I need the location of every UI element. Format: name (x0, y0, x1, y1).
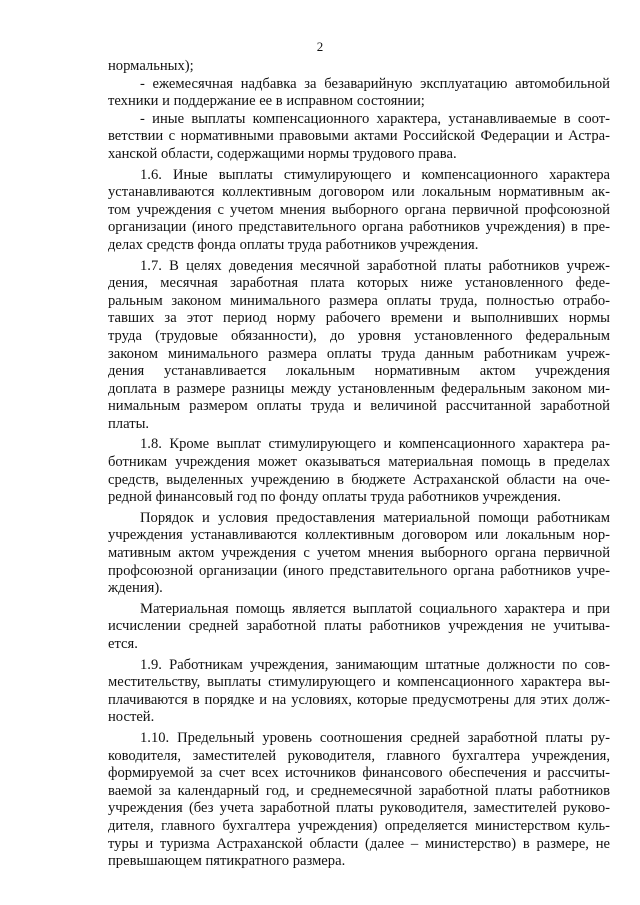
text-line: ветствии с нормативными правовыми актами Российской Федерации и Астра- (108, 128, 610, 145)
text-line: дения, месячная заработная плата которых ниже установленного феде- (108, 275, 610, 292)
text-line: делах средств фонда оплаты труда работников учреждения. (108, 236, 479, 253)
text-line: ботникам учреждения может оказываться материальная помощь в пределах (108, 454, 610, 471)
text-line: доплата в размере разницы между установленным федеральным законом ми- (108, 380, 610, 397)
text-line: платы. (108, 415, 150, 432)
text-line: организации (иного представительного органа работников учреждения) в пре- (108, 219, 610, 236)
page-number: 2 (316, 39, 324, 54)
text-line: ется. (108, 636, 138, 652)
text-line: учреждения устанавливаются коллективным договором или локальным нор- (108, 527, 610, 544)
text-line: туры и туризма Астраханской области (далее – министерство) в размере, не (108, 835, 610, 852)
text-line: превышающем пятикратного размера. (108, 853, 346, 870)
text-line: ваемой за календарный год, и среднемесячной заработной платы работников (108, 782, 610, 799)
document-body (108, 58, 610, 871)
text-line: формируемой за счет всех источников финансового обеспечения и рассчиты- (108, 765, 610, 782)
text-line: 1.10. Предельный уровень соотношения средней заработной платы ру- (140, 729, 610, 746)
text-line: Порядок и условия предоставления материальной помощи работникам (140, 509, 610, 526)
text-line: ководителя, заместителей руководителя, главного бухгалтера учреждения, (108, 747, 610, 764)
text-line: ральным законом минимального размера оплаты труда, полностью отрабо- (108, 292, 610, 309)
text-line: профсоюзной организации (иного представительного органа работников учре- (108, 562, 610, 579)
text-line: техники и поддержание ее в исправном состоянии; (108, 93, 425, 110)
text-line: - ежемесячная надбавка за безаварийную эксплуатацию автомобильной (140, 75, 610, 92)
text-line: законом минимального размера оплаты труда данным работникам учреж- (108, 345, 610, 362)
text-line: устанавливаются коллективным договором или локальным нормативным ак- (108, 184, 610, 201)
text-line: мативным актом учреждения с учетом мнения выборного органа первичной (108, 545, 610, 562)
text-line: 1.8. Кроме выплат стимулирующего и компенсационного характера ра- (140, 436, 610, 453)
text-line: труда (трудовые обязанности), до уровня установленного федеральным (108, 327, 610, 344)
text-line: плачиваются в порядке и на условиях, которые предусмотрены для этих долж- (108, 691, 610, 708)
text-line: дителя, главного бухгалтера учреждения) определяется министерством куль- (108, 817, 610, 834)
text-line: 1.7. В целях доведения месячной заработной платы работников учреж- (140, 257, 610, 274)
text-line: дения устанавливается локальным нормативным актом учреждения (108, 363, 610, 380)
text-line: тавших за этот период норму рабочего времени и выполнивших нормы (108, 310, 610, 327)
text-line: - иные выплаты компенсационного характера, устанавливаемые в соот- (140, 110, 610, 127)
text-line: 1.6. Иные выплаты стимулирующего и компенсационного характера (140, 166, 610, 183)
text-line: редной финансовый год по фонду оплаты труда работников учреждения. (108, 489, 561, 506)
text-line: местительству, выплаты стимулирующего и компенсационного характера вы- (108, 674, 610, 691)
text-line: ханской области, содержащими нормы трудового права. (108, 145, 457, 162)
text-line: учреждения (без учета заработной платы руководителя, заместителей руково- (108, 800, 610, 817)
text-line: ностей. (108, 709, 155, 726)
text-line: 1.9. Работникам учреждения, занимающим штатные должности по сов- (140, 656, 610, 673)
text-line: нимальным размером оплаты труда и величиной рассчитанной заработной (108, 398, 610, 415)
text-line: нормальных); (108, 58, 194, 74)
text-line: средств, выделенных учреждению в бюджете Астраханской области на оче- (108, 471, 610, 488)
text-line: ждения). (108, 580, 163, 597)
text-line: том учреждения с учетом мнения выборного органа первичной профсоюзной (108, 201, 610, 218)
text-line: исчислении средней заработной платы работников учреждения не учитыва- (108, 618, 610, 635)
text-line: Материальная помощь является выплатой социального характера и при (140, 600, 610, 617)
